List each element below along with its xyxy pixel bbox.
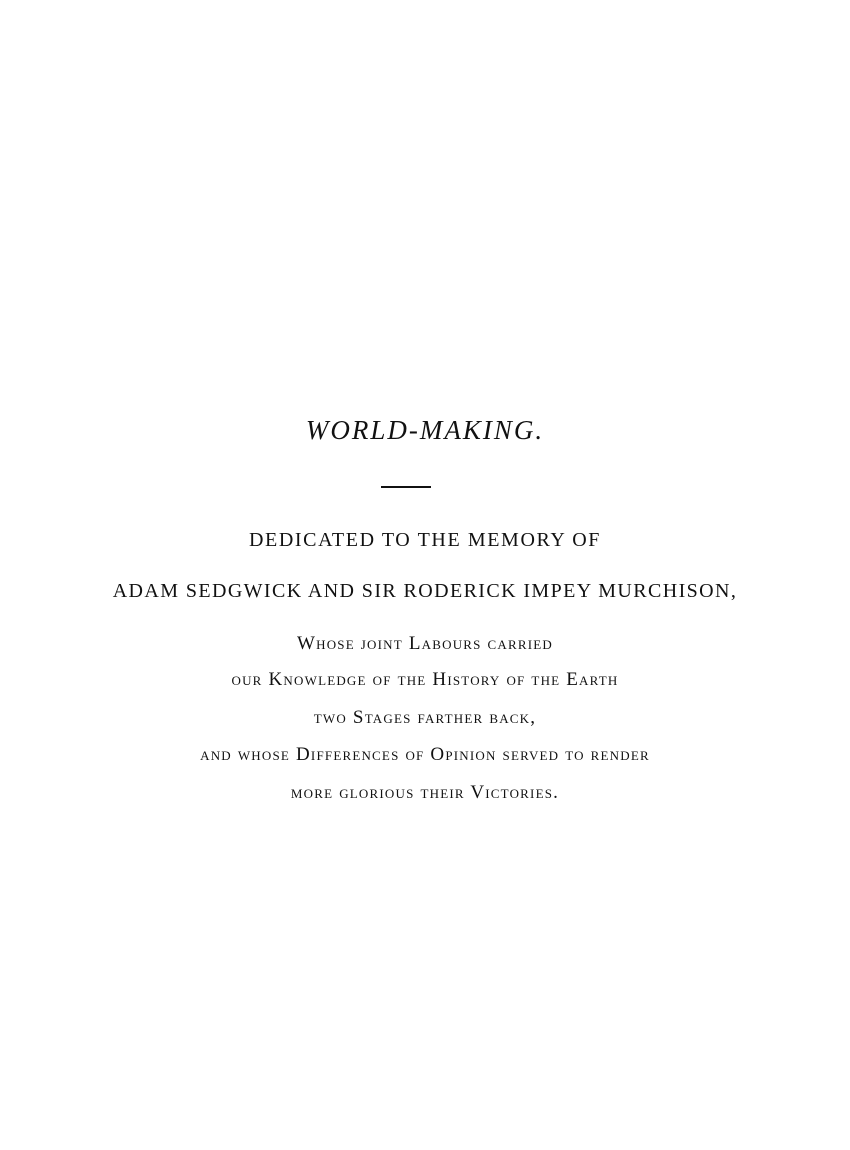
dedication-line-4: and whose Differences of Opinion served to render (200, 744, 650, 765)
dedication-opening: DEDICATED TO THE MEMORY OF (249, 529, 601, 551)
dedication-line-3: two Stages farther back, (313, 707, 537, 728)
page-title: WORLD-MAKING. (305, 415, 545, 445)
dedication-line-2: our Knowledge of the History of the Earth (231, 669, 619, 690)
title-divider-rule (381, 486, 431, 488)
dedication-names: ADAM SEDGWICK AND SIR RODERICK IMPEY MURCHISON, (112, 580, 738, 602)
dedication-line-5: more glorious their Victories. (290, 782, 560, 803)
dedication-line-1: Whose joint Labours carried (296, 633, 554, 654)
